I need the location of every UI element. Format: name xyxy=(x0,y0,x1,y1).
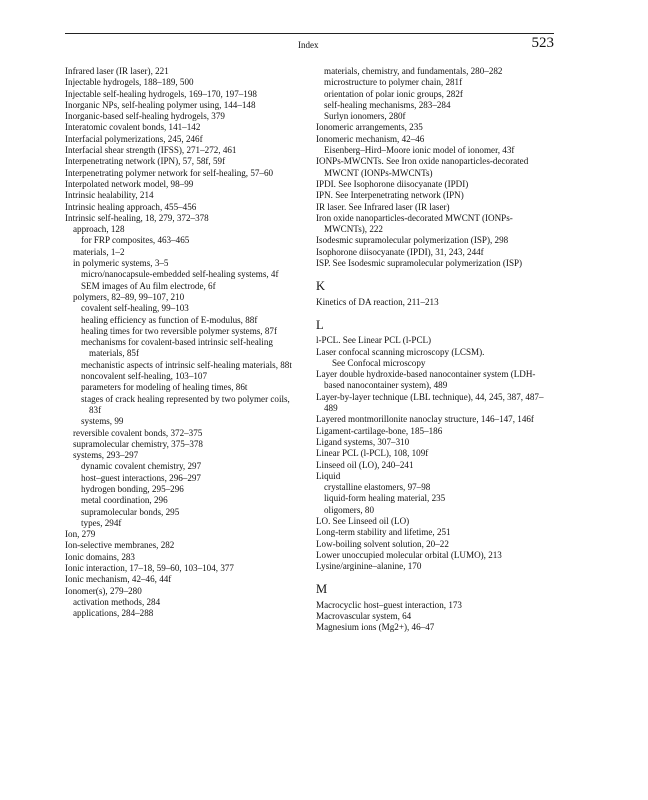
index-entry: Ligament-cartilage-bone, 185–186 xyxy=(316,425,443,436)
index-entry: Inorganic-based self-healing hydrogels, 379 xyxy=(65,111,225,122)
section-letter: L xyxy=(316,317,324,332)
index-entry: Interfacial polymerizations, 245, 246f xyxy=(65,133,203,144)
index-entry: stages of crack healing represented by two polymer coils, 83f xyxy=(81,393,290,415)
index-entry: Isodesmic supramolecular polymerization (ISP), 298 xyxy=(316,235,509,246)
index-entry: hydrogen bonding, 295–296 xyxy=(81,483,184,494)
index-entry: Layer double hydroxide-based nanocontainer system (LDH-based nanocontainer system), 489 xyxy=(316,369,536,391)
index-entry: Laser confocal scanning microscopy (LCSM). xyxy=(316,346,485,357)
index-entry: Isophorone diisocyanate (IPDI), 31, 243, 244f xyxy=(316,246,484,257)
index-entry: types, 294f xyxy=(81,517,122,528)
index-entry: for FRP composites, 463–465 xyxy=(81,235,190,246)
index-entry: Intrinsic self-healing, 18, 279, 372–378 xyxy=(65,212,209,223)
index-entry: applications, 284–288 xyxy=(73,608,154,619)
index-entry: l-PCL. See Linear PCL (l-PCL) xyxy=(316,335,432,346)
index-entry: Ion-selective membranes, 282 xyxy=(65,540,175,551)
index-entry: materials, chemistry, and fundamentals, 280–282 xyxy=(324,66,503,76)
index-entry: Lysine/arginine–alanine, 170 xyxy=(316,561,422,572)
index-entry: Magnesium ions (Mg2+), 46–47 xyxy=(316,622,435,633)
index-entry: orientation of polar ionic groups, 282f xyxy=(324,88,463,99)
index-entry: Interatomic covalent bonds, 141–142 xyxy=(65,122,201,133)
index-entry: Macrocyclic host–guest interaction, 173 xyxy=(316,599,462,610)
index-entry: supramolecular chemistry, 375–378 xyxy=(73,438,203,449)
index-entry: materials, 1–2 xyxy=(73,246,125,257)
index-entry: See Confocal microscopy xyxy=(332,357,426,368)
index-entry: Iron oxide nanoparticles-decorated MWCNT (IONPs-MWCNTs), 222 xyxy=(316,212,513,235)
index-entry: IPN. See Interpenetrating network (IPN) xyxy=(316,190,464,201)
index-entry: healing times for two reversible polymer systems, 87f xyxy=(81,325,277,336)
index-entry: supramolecular bonds, 295 xyxy=(81,506,180,517)
index-entry: Macrovascular system, 64 xyxy=(316,611,412,622)
index-entry: Linseed oil (LO), 240–241 xyxy=(316,459,414,470)
index-entry: Ionomeric mechanism, 42–46 xyxy=(316,133,425,144)
index-entry: microstructure to polymer chain, 281f xyxy=(324,77,463,88)
index-entry: Interfacial shear strength (IFSS), 271–272, 461 xyxy=(65,145,237,156)
index-entry: IR laser. See Infrared laser (IR laser) xyxy=(316,201,450,212)
index-entry: Injectable self-healing hydrogels, 169–170, 197–198 xyxy=(65,88,257,99)
header-rule xyxy=(65,33,554,34)
index-entry: in polymeric systems, 3–5 xyxy=(73,258,169,269)
index-entry: Ionomer(s), 279–280 xyxy=(65,585,142,596)
section-letter: K xyxy=(316,279,326,294)
index-entry: oligomers, 80 xyxy=(324,504,375,515)
index-entry: Interpenetrating network (IPN), 57, 58f, 59f xyxy=(65,156,226,167)
index-entry: Kinetics of DA reaction, 211–213 xyxy=(316,296,439,307)
index-entry: Infrared laser (IR laser), 221 xyxy=(65,66,169,76)
index-entry: Layered montmorillonite nanoclay structure, 146–147, 146f xyxy=(316,414,534,425)
index-entry: Layer-by-layer technique (LBL technique), 44, 245, 387, 487–489 xyxy=(316,391,544,414)
index-entry: reversible covalent bonds, 372–375 xyxy=(73,427,203,438)
index-entry: parameters for modeling of healing times, 86t xyxy=(81,382,248,393)
index-entry: Ion, 279 xyxy=(65,529,96,540)
index-entry: Liquid xyxy=(316,470,341,481)
running-header-title: Index xyxy=(298,40,319,50)
index-column-right xyxy=(316,66,554,634)
index-entry: Interpenetrating polymer network for self-healing, 57–60 xyxy=(65,167,274,178)
index-entry: Intrinsic healing approach, 455–456 xyxy=(65,201,197,212)
index-entry: Surlyn ionomers, 280f xyxy=(324,111,406,122)
index-entry: Eisenberg–Hird–Moore ionic model of ionomer, 43f xyxy=(324,145,515,156)
index-entry: liquid-form healing material, 235 xyxy=(324,493,446,504)
index-entry: metal coordination, 296 xyxy=(81,495,168,506)
index-entry: activation methods, 284 xyxy=(73,596,161,607)
page-number: 523 xyxy=(531,35,554,51)
index-entry: Ionic domains, 283 xyxy=(65,551,135,562)
index-entry: Ligand systems, 307–310 xyxy=(316,436,410,447)
index-entry: LO. See Linseed oil (LO) xyxy=(316,515,410,526)
index-entry: Ionomeric arrangements, 235 xyxy=(316,122,423,133)
index-entry: covalent self-healing, 99–103 xyxy=(81,303,189,314)
index-entry: Lower unoccupied molecular orbital (LUMO), 213 xyxy=(316,549,502,560)
index-entry: systems, 99 xyxy=(81,416,124,427)
index-entry: host–guest interactions, 296–297 xyxy=(81,472,201,483)
index-entry: Interpolated network model, 98–99 xyxy=(65,178,194,189)
index-entry: self-healing mechanisms, 283–284 xyxy=(324,99,451,110)
section-letter: M xyxy=(316,582,328,597)
index-entry: ISP. See Isodesmic supramolecular polymerization (ISP) xyxy=(316,258,523,269)
index-entry: Intrinsic healability, 214 xyxy=(65,190,154,201)
index-entry: Low-boiling solvent solution, 20–22 xyxy=(316,538,449,549)
index-entry: Inorganic NPs, self-healing polymer using, 144–148 xyxy=(65,99,256,110)
index-entry: systems, 293–297 xyxy=(73,450,139,461)
index-entry: healing efficiency as function of E-modulus, 88f xyxy=(81,314,258,325)
index-entry: crystalline elastomers, 97–98 xyxy=(324,482,431,493)
index-entry: micro/nanocapsule-embedded self-healing systems, 4f xyxy=(81,269,279,280)
index-entry: polymers, 82–89, 99–107, 210 xyxy=(73,291,185,302)
index-entry: approach, 128 xyxy=(73,224,125,235)
index-entry: dynamic covalent chemistry, 297 xyxy=(81,461,202,472)
index-entry: Long-term stability and lifetime, 251 xyxy=(316,527,451,538)
index-entry: noncovalent self-healing, 103–107 xyxy=(81,371,208,382)
index-entry: IPDI. See Isophorone diisocyanate (IPDI) xyxy=(316,178,469,189)
index-entry: Ionic mechanism, 42–46, 44f xyxy=(65,574,172,585)
index-entry: IONPs-MWCNTs. See Iron oxide nanoparticles-decorated MWCNT (IONPs-MWCNTs) xyxy=(316,156,529,178)
index-entry: Injectable hydrogels, 188–189, 500 xyxy=(65,77,194,88)
index-column-left xyxy=(65,66,301,620)
index-entry: SEM images of Au film electrode, 6f xyxy=(81,280,216,291)
index-entry: mechanistic aspects of intrinsic self-healing materials, 88t xyxy=(81,359,292,370)
index-entry: mechanisms for covalent-based intrinsic self-healing materials, 85f xyxy=(81,337,273,359)
index-entry: Linear PCL (l-PCL), 108, 109f xyxy=(316,448,429,459)
index-entry: Ionic interaction, 17–18, 59–60, 103–104, 377 xyxy=(65,563,234,574)
